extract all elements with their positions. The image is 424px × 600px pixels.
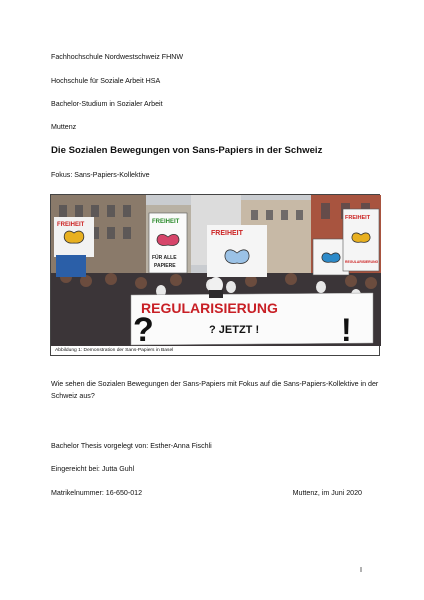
- school-name: Hochschule für Soziale Arbeit HSA: [51, 77, 161, 85]
- demonstration-photo: [51, 195, 381, 346]
- sign-fuer-alle: FÜR ALLE: [152, 255, 177, 261]
- institution-name: Fachhochschule Nordwestschweiz FHNW: [51, 53, 184, 61]
- submitted-to: Eingereicht bei: Jutta Guhl: [51, 465, 135, 473]
- sign-freiheit-right: FREIHEIT: [345, 215, 371, 221]
- research-question: Wie sehen die Sozialen Bewegungen der Sans-Papiers mit Fokus auf die Sans-Papiers-Kollektive in der Schweiz aus?: [51, 380, 379, 400]
- thesis-focus: Fokus: Sans-Papiers-Kollektive: [51, 171, 150, 179]
- banner-question-mark-left: ?: [133, 311, 154, 346]
- sign-freiheit-left: FREIHEIT: [57, 222, 85, 228]
- banner-regularisierung: REGULARISIERUNG: [141, 300, 278, 316]
- thesis-title: Die Sozialen Bewegungen von Sans-Papiers in der Schweiz: [51, 145, 323, 156]
- figure-caption: Abbildung 1: Demonstration der Sans-Papiers in Basel: [55, 348, 174, 353]
- sign-papiere: PAPIERE: [154, 263, 176, 269]
- banner-jetzt: ? JETZT !: [209, 324, 260, 336]
- program-name: Bachelor-Studium in Sozialer Arbeit: [51, 100, 163, 108]
- sign-freiheit-main: FREIHEIT: [211, 230, 243, 237]
- submitted-by: Bachelor Thesis vorgelegt von: Esther-Anna Fischli: [51, 442, 212, 450]
- sign-freiheit-center: FREIHEIT: [152, 219, 180, 225]
- location: Muttenz: [51, 123, 77, 131]
- figure-demonstration: [50, 194, 380, 356]
- sign-regularisierung: REGULARISIERUNG: [345, 260, 379, 264]
- place-date: Muttenz, im Juni 2020: [292, 489, 362, 497]
- banner-exclamation-right: !: [341, 312, 352, 346]
- matriculation-number: Matrikelnummer: 16-650-012: [51, 489, 143, 497]
- page-number: I: [360, 565, 362, 574]
